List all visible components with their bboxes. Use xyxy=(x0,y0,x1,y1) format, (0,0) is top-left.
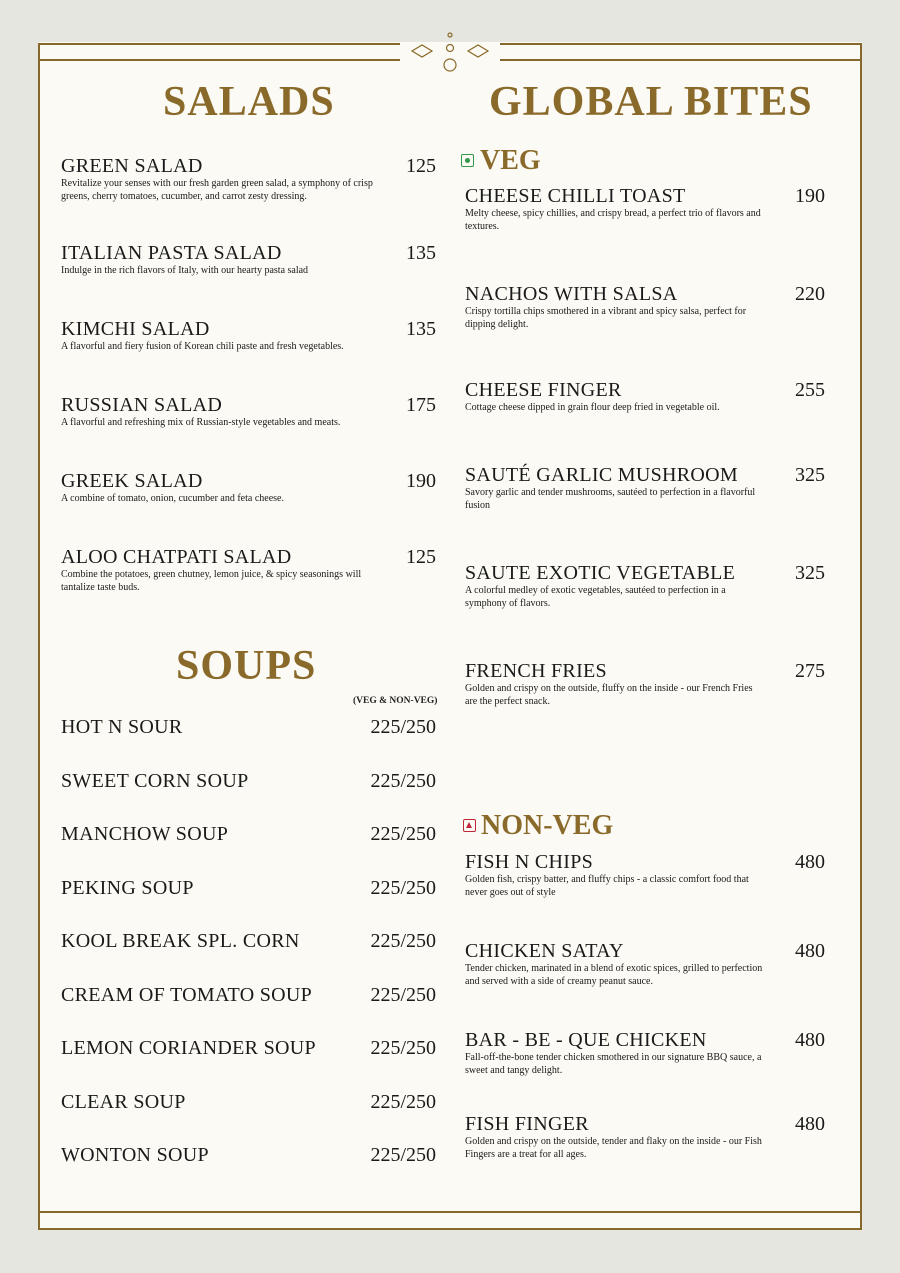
item-price: 255 xyxy=(795,379,825,401)
item-price: 225/250 xyxy=(370,823,436,845)
item-description: Revitalize your senses with our fresh garden green salad, a symphony of crisp greens, cherry tomatoes, cucumber, and carrot zesty dressing. xyxy=(61,178,373,202)
item-price: 190 xyxy=(795,185,825,207)
frame-top-line-right-inner xyxy=(500,59,862,61)
item-name: CLEAR SOUP xyxy=(61,1091,186,1113)
item-price: 225/250 xyxy=(370,716,436,738)
item-price: 220 xyxy=(795,283,825,305)
global-bites-heading: GLOBAL BITES xyxy=(489,79,813,125)
frame-top-line-left xyxy=(38,43,400,45)
soups-heading: SOUPS xyxy=(176,643,317,689)
frame-bottom-line-outer xyxy=(38,1228,862,1230)
item-price: 125 xyxy=(406,546,436,568)
item-description: Crispy tortilla chips smothered in a vibrant and spicy salsa, perfect for dipping delight. xyxy=(465,306,747,330)
item-name: RUSSIAN SALAD xyxy=(61,394,223,416)
item-description: Golden and crispy on the outside, tender and flaky on the inside - our Fish Fingers are a treat for all ages. xyxy=(465,1136,762,1160)
item-price: 125 xyxy=(406,155,436,177)
salad-item xyxy=(61,546,436,594)
item-price: 325 xyxy=(795,562,825,584)
soup-item xyxy=(61,1144,436,1166)
item-price: 480 xyxy=(795,1113,825,1135)
item-name: FISH N CHIPS xyxy=(465,851,594,873)
salad-item xyxy=(61,394,436,429)
item-description: Combine the potatoes, green chutney, lemon juice, & spicy seasonings will tantalize taste buds. xyxy=(61,569,362,593)
frame-left-line xyxy=(38,43,40,1230)
item-price: 480 xyxy=(795,1029,825,1051)
item-name: CHEESE FINGER xyxy=(465,379,622,401)
item-name: LEMON CORIANDER SOUP xyxy=(61,1037,316,1059)
soup-item xyxy=(61,930,436,952)
frame-top-line-left-inner xyxy=(38,59,400,61)
veg-item xyxy=(465,562,825,610)
salad-item xyxy=(61,155,436,203)
nonveg-item xyxy=(465,1113,825,1161)
frame-right-line xyxy=(860,43,862,1230)
item-name: SWEET CORN SOUP xyxy=(61,770,249,792)
ornament-icon xyxy=(405,30,495,75)
item-description: A combine of tomato, onion, cucumber and feta cheese. xyxy=(61,493,284,504)
item-description: Golden and crispy on the outside, fluffy on the inside - our French Fries are the perfect snack. xyxy=(465,683,753,707)
frame-bottom-line xyxy=(38,1211,862,1213)
item-name: CREAM OF TOMATO SOUP xyxy=(61,984,313,1006)
salad-item xyxy=(61,242,436,277)
item-price: 325 xyxy=(795,464,825,486)
item-price: 135 xyxy=(406,318,436,340)
frame-top-line-right xyxy=(500,43,862,45)
item-description: A flavorful and fiery fusion of Korean chili paste and fresh vegetables. xyxy=(61,341,344,352)
item-price: 480 xyxy=(795,940,825,962)
item-price: 225/250 xyxy=(370,984,436,1006)
item-name: ALOO CHATPATI SALAD xyxy=(61,546,292,568)
item-name: MANCHOW SOUP xyxy=(61,823,229,845)
item-name: CHEESE CHILLI TOAST xyxy=(465,185,686,207)
item-description: Cottage cheese dipped in grain flour deep fried in vegetable oil. xyxy=(465,402,720,413)
item-name: FISH FINGER xyxy=(465,1113,589,1135)
soups-note: (VEG & NON-VEG) xyxy=(353,696,438,706)
veg-item xyxy=(465,283,825,331)
veg-icon xyxy=(461,154,474,167)
item-description: Fall-off-the-bone tender chicken smothered in our signature BBQ sauce, a sweet and tangy delight. xyxy=(465,1052,762,1076)
item-price: 275 xyxy=(795,660,825,682)
item-name: BAR - BE - QUE CHICKEN xyxy=(465,1029,707,1051)
veg-item xyxy=(465,185,825,233)
soup-item xyxy=(61,1037,436,1059)
item-name: KIMCHI SALAD xyxy=(61,318,210,340)
item-price: 225/250 xyxy=(370,930,436,952)
veg-item xyxy=(465,379,825,414)
nonveg-item xyxy=(465,851,825,899)
soup-item xyxy=(61,877,436,899)
item-price: 480 xyxy=(795,851,825,873)
item-price: 225/250 xyxy=(370,877,436,899)
item-description: A flavorful and refreshing mix of Russian-style vegetables and meats. xyxy=(61,417,341,428)
item-name: GREEN SALAD xyxy=(61,155,203,177)
item-name: WONTON SOUP xyxy=(61,1144,209,1166)
soup-item xyxy=(61,1091,436,1113)
item-name: SAUTÉ GARLIC MUSHROOM xyxy=(465,464,738,486)
veg-item xyxy=(465,464,825,512)
item-name: CHICKEN SATAY xyxy=(465,940,624,962)
nonveg-item xyxy=(465,940,825,988)
item-name: SAUTE EXOTIC VEGETABLE xyxy=(465,562,736,584)
soup-item xyxy=(61,716,436,738)
item-price: 225/250 xyxy=(370,1091,436,1113)
item-name: PEKING SOUP xyxy=(61,877,194,899)
item-description: Indulge in the rich flavors of Italy, with our hearty pasta salad xyxy=(61,265,309,276)
item-price: 135 xyxy=(406,242,436,264)
item-name: GREEK SALAD xyxy=(61,470,203,492)
item-name: ITALIAN PASTA SALAD xyxy=(61,242,282,264)
item-description: Tender chicken, marinated in a blend of exotic spices, grilled to perfection and served with a side of creamy peanut sauce. xyxy=(465,963,763,987)
item-description: A colorful medley of exotic vegetables, sautéed to perfection in a symphony of flavors. xyxy=(465,585,726,609)
item-name: FRENCH FRIES xyxy=(465,660,607,682)
soup-item xyxy=(61,984,436,1006)
item-description: Savory garlic and tender mushrooms, sautéed to perfection in a flavorful fusion xyxy=(465,487,756,511)
veg-heading: VEG xyxy=(480,145,541,176)
salad-item xyxy=(61,318,436,353)
item-price: 225/250 xyxy=(370,770,436,792)
soup-item xyxy=(61,770,436,792)
item-description: Golden fish, crispy batter, and fluffy chips - a classic comfort food that never goes out of style xyxy=(465,874,749,898)
item-price: 225/250 xyxy=(370,1037,436,1059)
item-name: HOT N SOUR xyxy=(61,716,183,738)
salads-heading: SALADS xyxy=(163,79,335,125)
soup-item xyxy=(61,823,436,845)
item-price: 190 xyxy=(406,470,436,492)
item-name: KOOL BREAK SPL. CORN xyxy=(61,930,300,952)
item-price: 175 xyxy=(406,394,436,416)
nonveg-item xyxy=(465,1029,825,1077)
item-description: Melty cheese, spicy chillies, and crispy bread, a perfect trio of flavors and textures. xyxy=(465,208,761,232)
nonveg-icon xyxy=(463,819,476,832)
item-name: NACHOS WITH SALSA xyxy=(465,283,678,305)
salad-item xyxy=(61,470,436,505)
nonveg-heading: NON-VEG xyxy=(481,810,614,841)
veg-item xyxy=(465,660,825,708)
item-price: 225/250 xyxy=(370,1144,436,1166)
